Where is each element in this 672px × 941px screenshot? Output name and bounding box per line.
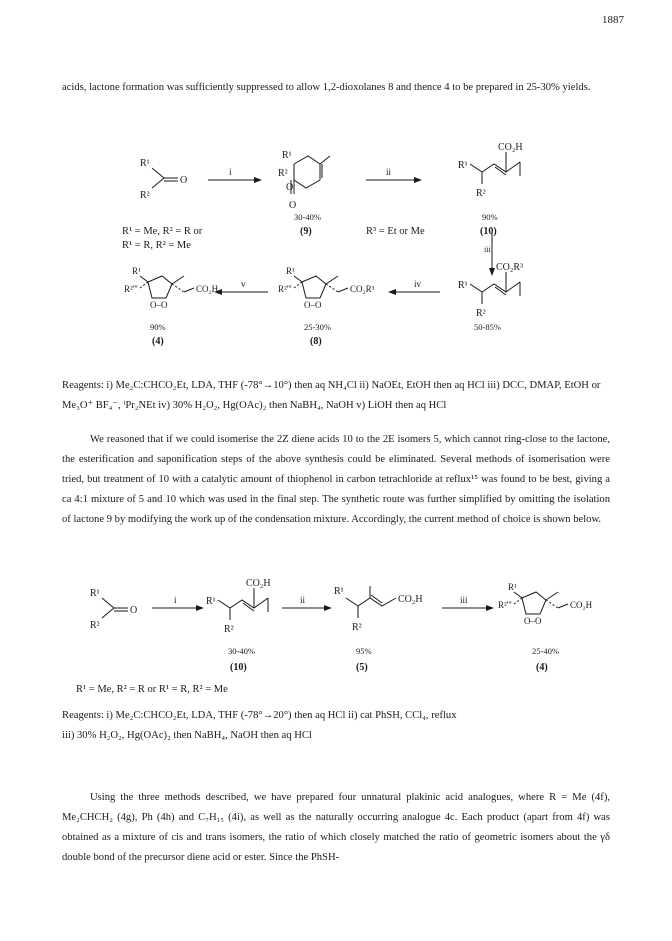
atom-co2h: CO₂H xyxy=(196,284,219,294)
compound-4: (4) xyxy=(152,336,164,347)
step-label: ii xyxy=(386,167,392,177)
intro-paragraph: acids, lactone formation was sufficiently suppressed to allow 1,2-dioxolanes 8 and thence 4 to be prepared in 25-30% yields. xyxy=(62,82,591,93)
yield-9: 30-40% xyxy=(294,212,321,222)
yield-8: 25-30% xyxy=(304,322,331,332)
compound-10: (10) xyxy=(480,226,497,237)
compound-4: (4) xyxy=(536,662,548,673)
atom-oo: O–O xyxy=(524,616,542,626)
atom-r1: R¹ xyxy=(458,280,468,291)
compound-5: (5) xyxy=(356,662,368,673)
atom-r2: R²''' xyxy=(498,600,512,610)
atom-r2: R² xyxy=(278,168,288,179)
step-label: iii xyxy=(460,595,468,605)
atom-oo: O–O xyxy=(304,300,322,310)
reagents-scheme-2-line-1: Reagents: i) Me₂C:CHCO₂Et, LDA, THF (-78°→20°) then aq HCl ii) cat PhSH, CCl₄, reflux xyxy=(62,710,457,721)
step-label: iii xyxy=(484,245,491,254)
atom-r1: R¹ xyxy=(286,266,295,276)
atom-r1: R¹ xyxy=(334,586,344,597)
r3-label: R³ = Et or Me xyxy=(366,226,425,237)
atom-r2: R² xyxy=(90,620,100,631)
atom-o: O xyxy=(289,200,297,211)
step-label: i xyxy=(174,595,177,605)
reagents-scheme-2-line-2: iii) 30% H₂O₂, Hg(OAc)₂ then NaBH₄, NaOH then aq HCl xyxy=(62,730,312,741)
yield-ester: 50-85% xyxy=(474,322,501,332)
yield-4: 25-40% xyxy=(532,646,559,656)
compound-9: (9) xyxy=(300,226,312,237)
yield-4: 90% xyxy=(150,322,166,332)
paragraph-2: We reasoned that if we could isomerise the 2Z diene acids 10 to the 2E isomers 5, which cannot ring-close to the lactone, the esterification and saponification steps of the above synthesis could be eliminated. Several methods of isomerisation were tried, but treatment of 10 with a catalytic amount of thiophenol in carbon tetrachloride at reflux¹⁵ was found to be best, giving a ca 4:1 mixture of 5 and 10 which was used in the final step. The synthetic route was further simplified by omitting the isolation of lactone 9 by modifying the work up of the condensation mixture. Accordingly, the current method of choice is shown below. xyxy=(62,434,610,525)
atom-r1: R¹ xyxy=(140,158,150,169)
atom-co2h: CO₂H xyxy=(398,594,423,605)
atom-co2h: CO₂H xyxy=(570,600,593,610)
step-label: iv xyxy=(414,279,422,289)
atom-r1: R¹ xyxy=(282,150,292,161)
atom-r1: R¹ xyxy=(90,588,100,599)
compound-8: (8) xyxy=(310,336,322,347)
atom-co2r3: CO₂R³ xyxy=(496,262,524,273)
start-label: R¹ = Me, R² = R or R¹ = R, R² = Me xyxy=(76,684,228,695)
atom-r1: R¹ xyxy=(508,582,517,592)
yield-5: 95% xyxy=(356,646,372,656)
atom-o: O xyxy=(180,175,188,186)
atom-co2h: CO₂H xyxy=(246,578,271,589)
atom-co2r3: CO₂R³ xyxy=(350,284,375,294)
atom-r2: R² xyxy=(224,624,234,635)
page-number: 1887 xyxy=(602,14,624,26)
step-label: i xyxy=(229,167,232,177)
scheme-2 xyxy=(0,568,672,718)
start-label-2: R¹ = R, R² = Me xyxy=(122,240,191,251)
compound-10: (10) xyxy=(230,662,247,673)
atom-r2: R² xyxy=(140,190,150,201)
atom-r2: R² xyxy=(352,622,362,633)
yield-10: 90% xyxy=(482,212,498,222)
start-label-1: R¹ = Me, R² = R or xyxy=(122,226,203,237)
atom-oo: O–O xyxy=(150,300,168,310)
reagents-scheme-1: Reagents: i) Me₂C:CHCO₂Et, LDA, THF (-78°→10°) then aq NH₄Cl ii) NaOEt, EtOH then aq HCl iii) DCC, DMAP, EtOH or Me₃O⁺ BF₄⁻, ⁱPr₂NEt iv) 30% H₂O₂, Hg(OAc)₂ then NaBH₄, NaOH v) LiOH then aq HCl xyxy=(62,380,601,411)
atom-r2: R²''' xyxy=(278,284,292,294)
atom-co2h: CO₂H xyxy=(498,142,523,153)
atom-r1: R¹ xyxy=(206,596,216,607)
atom-r1: R¹ xyxy=(458,160,468,171)
yield-10: 30-40% xyxy=(228,646,255,656)
atom-r2: R² xyxy=(476,188,486,199)
paragraph-3: Using the three methods described, we have prepared four unnatural plakinic acid analogues, where R = Me (4f), Me₂CHCH₂ (4g), Ph (4h) and C₇H₁₅ (4i), as well as the naturally occurring analogue 4c. Each product (apart from 4f) was obtained as a mixture of cis and trans isomers, the ratio of which closely matched the ratio of geometric isomers about the γδ double bond of the precursor diene acid or ester. Since the PhSH- xyxy=(62,792,610,863)
scheme-1 xyxy=(0,132,672,372)
step-label: v xyxy=(241,279,246,289)
atom-r2: R² xyxy=(476,308,486,319)
atom-r1: R¹ xyxy=(132,266,141,276)
atom-o: O xyxy=(286,182,294,193)
atom-o: O xyxy=(130,605,138,616)
step-label: ii xyxy=(300,595,306,605)
atom-r2: R²''' xyxy=(124,284,138,294)
